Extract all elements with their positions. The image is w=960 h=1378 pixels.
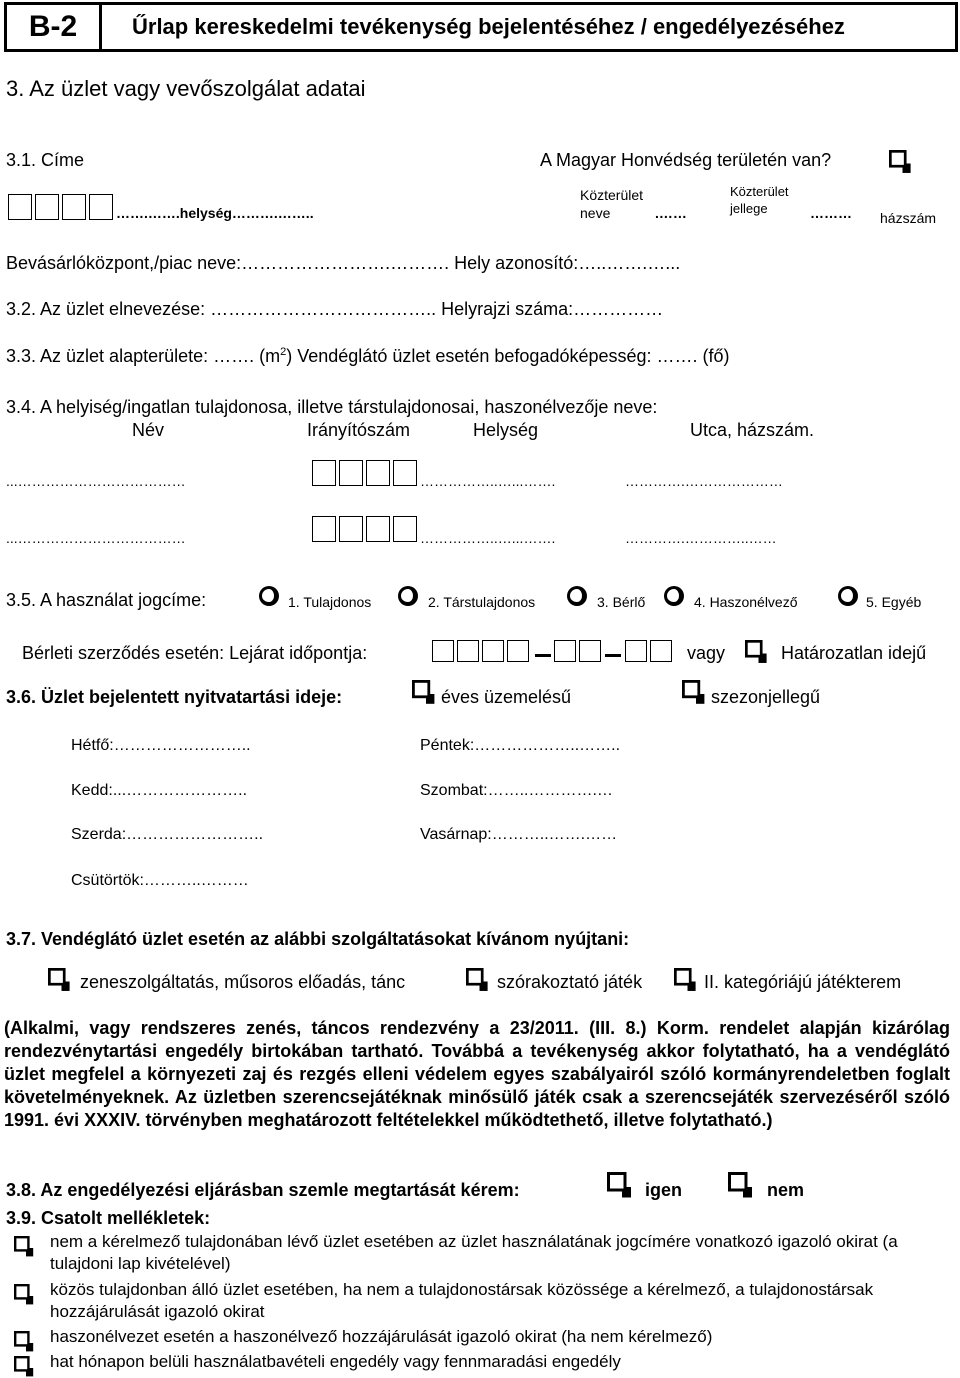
hatarozatlan-checkbox[interactable] [745, 640, 767, 663]
option-berlo: 3. Bérlő [597, 594, 646, 610]
col-iranyitoszam: Irányítószám [307, 420, 411, 440]
radio-tulajdonos[interactable] [259, 586, 279, 606]
s33-suffix: ) Vendéglátó üzlet esetén befogadóképesség: ……. (fő) [286, 346, 730, 366]
postcode-digit-box[interactable] [8, 194, 32, 220]
owner-postcode-digit[interactable] [339, 516, 363, 542]
option-tarstulajdonos: 2. Társtulajdonos [428, 594, 536, 610]
bevasarlokozpont-line: Bevásárlóközpont,/piac neve:…………………….………. Hely azonosító:…..…….…... [6, 253, 681, 273]
eves-checkbox[interactable] [412, 680, 434, 704]
s33-prefix: 3.3. Az üzlet alapterülete: ……. (m [6, 346, 281, 366]
lease-date-digit[interactable] [579, 640, 601, 662]
s38-label: 3.8. Az engedélyezési eljárásban szemle megtartását kérem: [6, 1180, 520, 1200]
melleklet-checkbox[interactable] [14, 1331, 33, 1351]
szemle-igen-label: igen [645, 1180, 683, 1200]
szorakoztato-label: szórakoztató játék [497, 972, 643, 992]
s37-note: (Alkalmi, vagy rendszeres zenés, táncos rendezvény a 23/2011. (III. 8.) Korm. rendelet alapján kizárólag rendezvénytartási engedély birtokában tartható. Továbbá a tevékenység akkor folytatható, ha a vendéglátó üzlet megfelel a környezeti zaj és rezgés elleni védelem egyes szabályairól szóló kormányrendeletben foglalt követelményeknek. Az üzletben szerencsejátéknak minősülő játék csak a szerencsejáték szervezéséről szóló 1991. évi XXXIV. törvényben meghatározott feltételekkel működtethető, illetve folytatható.) [4, 1018, 950, 1130]
honved-checkbox[interactable] [889, 150, 911, 173]
option-haszonelvezo: 4. Haszonélvező [694, 594, 798, 610]
owner-name-field[interactable]: ...……………………………… [6, 473, 186, 489]
owner-postcode-digit[interactable] [393, 460, 417, 486]
owner-utca-field[interactable]: ………….…………..…… [625, 530, 777, 546]
form-code: B-2 [7, 5, 102, 49]
kozterulet-neve-label: Közterület neve [580, 187, 644, 221]
day-szerda[interactable]: Szerda:…………………….. [71, 826, 264, 843]
radio-haszonelvezo[interactable] [664, 586, 684, 606]
owner-postcode-digit[interactable] [312, 460, 336, 486]
lease-date-digit[interactable] [650, 640, 672, 662]
day-vasarnap[interactable]: Vasárnap:………..…….…… [420, 826, 618, 843]
owner-postcode-digit[interactable] [366, 516, 390, 542]
radio-berlo[interactable] [567, 586, 587, 606]
option-egyeb: 5. Egyéb [866, 594, 922, 610]
melleklet-checkbox[interactable] [14, 1284, 33, 1304]
form-title: Űrlap kereskedelmi tevékenység bejelentéséhez / engedélyezéséhez [132, 14, 845, 39]
owner-helyseg-field[interactable]: ……………..…...……. [420, 530, 556, 546]
helyseg-field[interactable]: …….…….helység……….…….. [116, 205, 314, 221]
melleklet-item: haszonélvezet esetén a haszonélvező hozzájárulását igazoló okirat (ha nem kérelmező) [50, 1327, 713, 1346]
eves-label: éves üzemelésű [441, 687, 572, 707]
owner-postcode-digit[interactable] [312, 516, 336, 542]
owner-utca-field[interactable]: ………….………………… [625, 473, 783, 489]
s36-label: 3.6. Üzlet bejelentett nyitvatartási ideje: [6, 687, 343, 707]
form-header [4, 2, 958, 52]
lease-date-digit[interactable] [482, 640, 504, 662]
lease-date-digit[interactable] [457, 640, 479, 662]
lease-date-digit[interactable] [625, 640, 647, 662]
s32-line [6, 299, 663, 320]
szezon-label: szezonjellegű [711, 687, 821, 707]
radio-egyeb[interactable] [838, 586, 858, 606]
s39-label: 3.9. Csatolt mellékletek: [6, 1208, 211, 1228]
col-helyseg: Helység [473, 420, 539, 440]
option-tulajdonos: 1. Tulajdonos [288, 594, 372, 610]
owner-postcode-digit[interactable] [366, 460, 390, 486]
zene-label: zeneszolgáltatás, műsoros előadás, tánc [80, 972, 406, 992]
postcode-digit-box[interactable] [35, 194, 59, 220]
owner-postcode-digit[interactable] [393, 516, 417, 542]
day-pentek[interactable]: Péntek:………………..…….. [420, 737, 621, 754]
s34-title: 3.4. A helyiség/ingatlan tulajdonosa, illetve társtulajdonosai, haszonélvezője neve: [6, 397, 658, 417]
lease-date-digit[interactable] [432, 640, 454, 662]
col-nev: Név [132, 420, 165, 440]
melleklet-item: nem a kérelmező tulajdonában lévő üzlet esetében az üzlet használatának jogcímére vonatkozó igazoló okirat (a tulajdoni lap kivételével) [50, 1232, 898, 1273]
hatarozatlan-label: Határozatlan idejű [781, 643, 927, 663]
szemle-nem-label: nem [767, 1180, 805, 1200]
jatekterem-label: II. kategóriájú játékterem [704, 972, 902, 992]
s31-label: 3.1. Címe [6, 150, 85, 170]
melleklet-checkbox[interactable] [14, 1356, 33, 1376]
section-title: 3. Az üzlet vagy vevőszolgálat adatai [6, 76, 366, 101]
s37-label: 3.7. Vendéglátó üzlet esetén az alábbi szolgáltatásokat kívánom nyújtani: [6, 929, 630, 949]
s33-sup: 2 [280, 346, 287, 358]
col-utca: Utca, házszám. [690, 420, 815, 440]
szemle-igen-checkbox[interactable] [607, 1172, 631, 1198]
hazszam-label: házszám [880, 210, 937, 226]
lease-label: Bérleti szerződés esetén: Lejárat időpontja: [22, 643, 368, 663]
jatekterem-checkbox[interactable] [674, 968, 696, 991]
zene-checkbox[interactable] [48, 968, 70, 991]
melleklet-item: közös tulajdonban álló üzlet esetében, ha nem a tulajdonostársak közössége a kérelmező, a tulajdonostársak hozzájárulását igazoló okirat [50, 1280, 874, 1321]
postcode-digit-box[interactable] [62, 194, 86, 220]
owner-helyseg-field[interactable]: ……………..…...……. [420, 473, 556, 489]
owner-name-field[interactable]: ...……………………………… [6, 530, 186, 546]
radio-tarstulajdonos[interactable] [398, 586, 418, 606]
lease-date-digit[interactable] [507, 640, 529, 662]
vagy-label: vagy [687, 643, 726, 663]
postcode-digit-box[interactable] [89, 194, 113, 220]
day-kedd[interactable]: Kedd:...………………….. [71, 782, 248, 799]
day-csutortok[interactable]: Csütörtök:………..……… [71, 872, 249, 889]
honved-question: A Magyar Honvédség területén van? [540, 150, 832, 170]
szemle-nem-checkbox[interactable] [728, 1172, 752, 1198]
s32-text: 3.2. Az üzlet elnevezése: ……………………………….. Helyrajzi száma:…………… [6, 299, 664, 319]
melleklet-item: hat hónapon belüli használatbavételi engedély vagy fennmaradási engedély [50, 1352, 621, 1371]
szezon-checkbox[interactable] [682, 680, 704, 704]
date-separator [535, 654, 551, 657]
lease-date-digit[interactable] [554, 640, 576, 662]
melleklet-checkbox[interactable] [14, 1236, 33, 1256]
day-hetfo[interactable]: Hétfő:…………………….. [71, 737, 251, 754]
date-separator [605, 654, 621, 657]
day-szombat[interactable]: Szombat:……..………….… [420, 782, 613, 799]
kozterulet-jellege-label: Közterület jellege [730, 184, 789, 216]
kozterulet-dots[interactable]: .…… [655, 205, 687, 221]
owner-postcode-digit[interactable] [339, 460, 363, 486]
s33-line [6, 346, 730, 367]
s35-label: 3.5. A használat jogcíme: [6, 590, 207, 610]
hazszam-dots[interactable]: ……… [810, 205, 852, 221]
szorakoztato-checkbox[interactable] [466, 968, 488, 991]
